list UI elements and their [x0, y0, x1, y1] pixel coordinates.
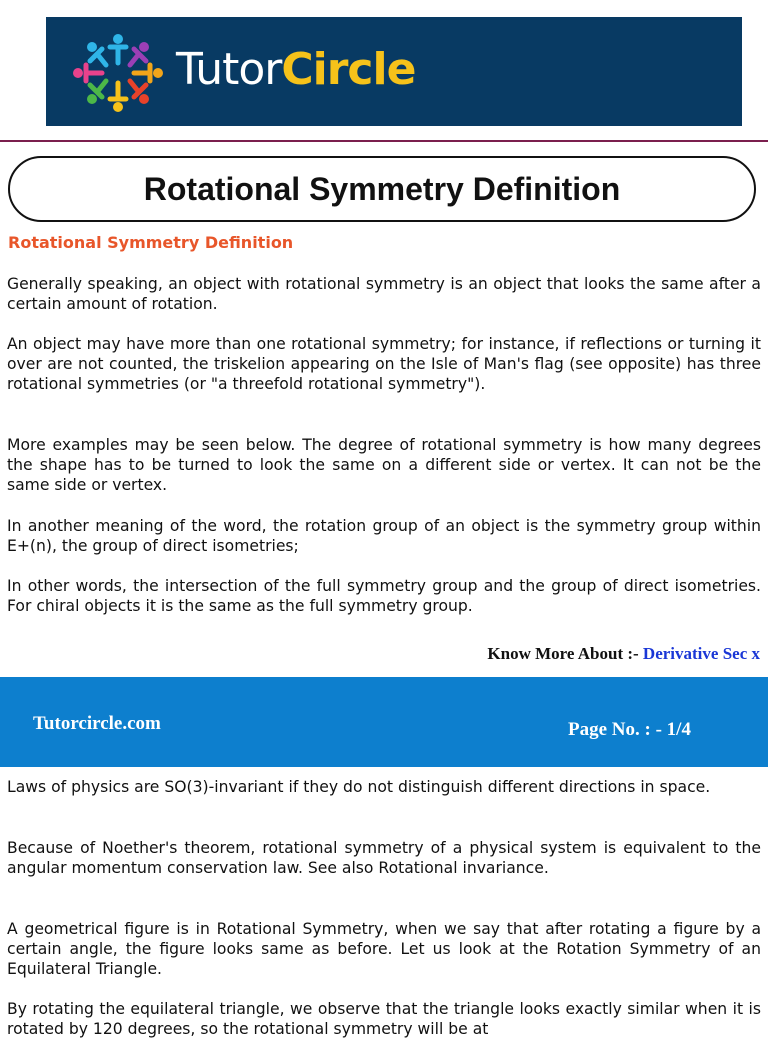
paragraph: In another meaning of the word, the rotation group of an object is the symmetry group within E+(n), the group of direct isometries; — [7, 517, 761, 556]
footer-site-link[interactable]: Tutorcircle.com — [33, 713, 161, 734]
logo-word-circle: Circle — [281, 44, 416, 95]
section-heading: Rotational Symmetry Definition — [8, 233, 294, 252]
paragraph: More examples may be seen below. The degree of rotational symmetry is how many degrees the shape has to be turned to look the same on a different side or vertex. It can not be the same side or vertex. — [7, 436, 761, 495]
page-footer-bar — [0, 677, 768, 767]
know-more-link[interactable]: Derivative Sec x — [642, 644, 760, 663]
paragraph: A geometrical figure is in Rotational Symmetry, when we say that after rotating a figure by a certain angle, the figure looks same as before. Let us look at the Rotation Symmetry of an Equilateral Triangle. — [7, 920, 761, 979]
paragraph: In other words, the intersection of the full symmetry group and the group of direct isometries. For chiral objects it is the same as the full symmetry group. — [7, 577, 761, 616]
paragraph: Laws of physics are SO(3)-invariant if they do not distinguish different directions in space. — [7, 778, 711, 796]
know-more-line — [487, 644, 760, 664]
paragraph: An object may have more than one rotational symmetry; for instance, if reflections or turning it over are not counted, the triskelion appearing on the Isle of Man's flag (see opposite) has three rotational symmetries (or "a threefold rotational symmetry"). — [7, 335, 761, 394]
title-box — [8, 156, 756, 222]
know-more-label: Know More About :- — [487, 644, 643, 663]
paragraph: Because of Noether's theorem, rotational symmetry of a physical system is equivalent to the angular momentum conservation law. See also Rotational invariance. — [7, 839, 761, 878]
people-circle-logo-icon — [68, 27, 168, 115]
brand-logo-text — [176, 44, 415, 96]
paragraph: Generally speaking, an object with rotational symmetry is an object that looks the same after a certain amount of rotation. — [7, 275, 761, 314]
header-banner — [46, 17, 742, 126]
page-number: Page No. : - 1/4 — [568, 719, 691, 740]
page-title: Rotational Symmetry Definition — [143, 170, 621, 207]
header-divider — [0, 140, 768, 142]
logo-word-tutor: Tutor — [176, 44, 282, 95]
paragraph: By rotating the equilateral triangle, we observe that the triangle looks exactly similar when it is rotated by 120 degrees, so the rotational symmetry will be at — [7, 1000, 761, 1039]
